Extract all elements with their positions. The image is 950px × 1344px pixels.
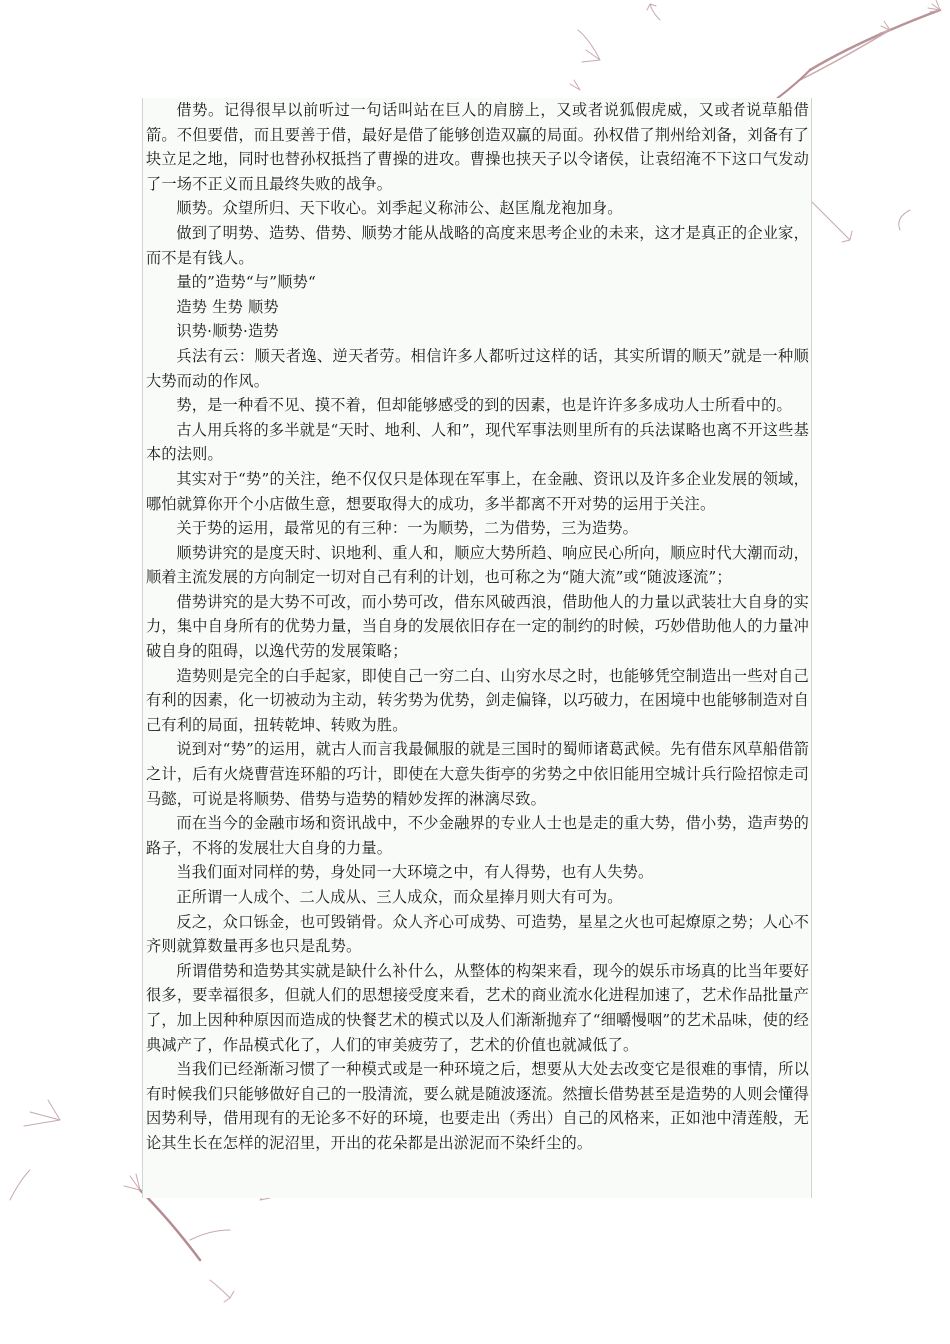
paragraph: 关于势的运用，最常见的有三种：一为顺势，二为借势，三为造势。	[176, 519, 639, 538]
paragraph: 顺势讲究的是度天时、识地利、重人和，顺应大势所趋、响应民心所向，顺应时代大潮而动，顺着主流发展的方向制定一切对自己有利的计划，也可称之为“随大流”或“随波逐流”；	[146, 543, 809, 587]
paragraph: 借势。记得很早以前听过一句话叫站在巨人的肩膀上，又或者说狐假虎威，又或者说草船借箭。不但要借，而且要善于借，最好是借了能够创造双赢的局面。孙权借了荆州给刘备，刘备有了块立足之地，同时也替孙权抵挡了曹操的进攻。曹操也挟天子以令诸侯，让袁绍淹不下这口气发动了一场不正义而且最终失败的战争。	[146, 101, 809, 193]
paragraph: 所谓借势和造势其实就是缺什么补什么，从整体的构架来看，现今的娱乐市场真的比当年要好很多，要幸福很多，但就人们的思想接受度来看，艺术的商业流水化进程加速了，艺术作品批量产了，加上因种种原因而造成的快餐艺术的模式以及人们渐渐抛弃了“细嚼慢咽”的艺术品味，使的经典减产了，作品模式化了，人们的审美疲劳了，艺术的价值也就减低了。	[146, 961, 809, 1054]
paragraph: 当我们面对同样的势，身处同一大环境之中，有人得势，也有人失势。	[176, 863, 654, 882]
paragraph: 其实对于“势”的关注，绝不仅仅只是体现在军事上，在金融、资讯以及许多企业发展的领域，哪怕就算你开个小店做生意，想要取得大的成功，多半都离不开对势的运用于关注。	[146, 469, 809, 513]
paragraph: 古人用兵将的多半就是“天时、地利、人和”，现代军事法则里所有的兵法谋略也离不开这些基本的法则。	[146, 420, 809, 464]
paragraph: 反之，众口铄金，也可毁销骨。众人齐心可成势、可造势，星星之火也可起燎原之势；人心不齐则就算数量再多也只是乱势。	[146, 912, 809, 956]
paragraph: 当我们已经渐渐习惯了一种模式或是一种环境之后，想要从大处去改变它是很难的事情，所以有时候我们只能够做好自己的一股清流，要么就是随波逐流。然擅长借势甚至是造势的人则会懂得因势利导，借用现有的无论多不好的环境，也要走出（秀出）自己的风格来，正如池中清莲般，无论其生长在怎样的泥沼里，开出的花朵都是出淤泥而不染纤尘的。	[146, 1060, 809, 1152]
paragraph: 兵法有云：顺天者逸、逆天者劳。相信许多人都听过这样的话，其实所谓的顺天”就是一种顺大势而动的作风。	[146, 346, 809, 390]
paragraph: 势，是一种看不见、摸不着，但却能够感受的到的因素，也是许许多多成功人士所看中的。	[176, 396, 792, 415]
document-text-column	[142, 98, 812, 1198]
paragraph: 做到了明势、造势、借势、顺势才能从战略的高度来思考企业的未来，这才是真正的企业家，而不是有钱人。	[146, 223, 809, 267]
paragraph: 造势 生势 顺势	[176, 297, 279, 316]
paragraph: 正所谓一人成个、二人成从、三人成众，而众星捧月则大有可为。	[176, 888, 623, 906]
paragraph: 识势·顺势·造势	[176, 322, 279, 341]
paragraph: 说到对“势”的运用，就古人而言我最佩服的就是三国时的蜀师诸葛武候。先有借东风草船借箭之计，后有火烧曹营连环船的巧计，即使在大意失街亭的劣势之中依旧能用空城计兵行险招惊走司马懿，可说是将顺势、借势与造势的精妙发挥的淋漓尽致。	[146, 740, 809, 808]
paragraph: 借势讲究的是大势不可改，而小势可改，借东风破西浪，借助他人的力量以武装壮大自身的实力，集中自身所有的优势力量，当自身的发展依旧存在一定的制约的时候，巧妙借助他人的力量冲破自身的阻碍，以逸代劳的发展策略；	[146, 592, 809, 661]
paragraph: 造势则是完全的白手起家，即使自己一穷二白、山穷水尽之时，也能够凭空制造出一些对自己有利的因素，化一切被动为主动，转劣势为优势，剑走偏锋，以巧破力，在困境中也能够制造对自己有利的局面，扭转乾坤、转败为胜。	[146, 666, 809, 734]
paragraph: 量的”造势“与”顺势“	[176, 273, 316, 292]
paragraph: 而在当今的金融市场和资讯战中，不少金融界的专业人士也是走的重大势，借小势，造声势的路子，不将的发展壮大自身的力量。	[146, 814, 809, 857]
paragraph: 顺势。众望所归、天下收心。刘季起义称沛公、赵匡胤龙袍加身。	[176, 199, 623, 218]
